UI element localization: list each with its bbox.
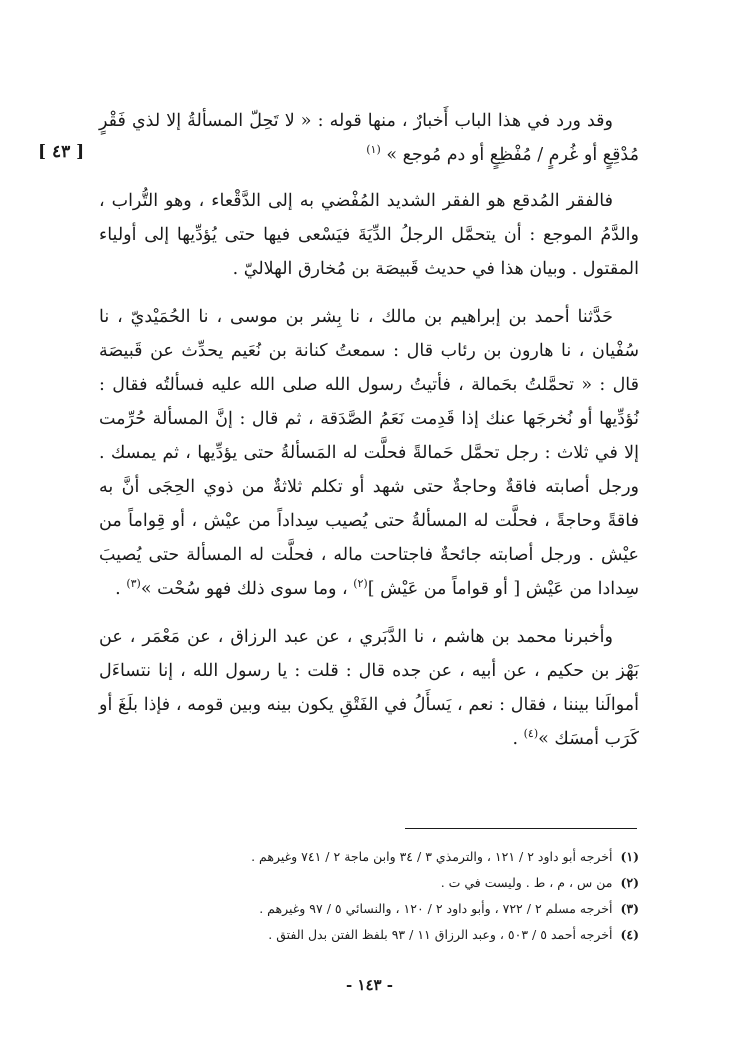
footnote-ref-4: (٤): [523, 727, 539, 741]
page-number: - ١٤٣ -: [345, 976, 394, 994]
footnote-4: [99, 922, 639, 948]
footnotes: [99, 844, 639, 948]
paragraph-3-text: حَدَّثنا أحمد بن إبراهيم بن مالك ، نا بِشر بن موسى ، نا الحُمَيْديّ ، نا سُفْيان ، نا هارون بن رئاب قال : سمعتُ كنانة بن نُعَيم يحدِّث عن قَبيصَة قال : « تحمَّلتُ بحَمالة ، فأتيتُ رسول الله صلى الله عليه فسألتُه فقال : نُؤدِّيها أو نُخرجَها عنك إذا قَدِمت نَعَمُ الصَّدَقة ، ثم قال : إنَّ المسألة حُرِّمت إلا في ثلاث : رجل تحمَّل حَمالةً فحلَّت له المَسألةُ حتى يؤدِّيها ، ثم يمسك . ورجل أصابته فاقةٌ وحاجةٌ حتى شهد أو تكلم ثلاثةٌ من ذوي الحِجَى أنَّ به فاقةً وحاجةً ، فحلَّت له المسألةُ حتى يُصيب سِداداً من عيْش ، أو قِواماً من عيْش . ورجل أصابته جائحةٌ فاجتاحت ماله ، فحلَّت له المسألة حتى يُصيبَ سِدادا من عَيْش [ أو قواماً من عَيْش ]: [99, 307, 639, 599]
footnote-ref-1: (١): [366, 143, 381, 157]
footnote-4-number: (٤): [620, 927, 639, 942]
paragraph-3-middle: ، وما سوى ذلك فهو سُحْت »: [140, 579, 348, 599]
paragraph-4-end: .: [512, 729, 519, 749]
paragraph-1: [99, 104, 639, 172]
footnote-3: [99, 896, 639, 922]
footnote-3-text: أخرجه مسلم ٢ / ٧٢٢ ، وأبو داود ٢ / ١٢٠ ، والنسائي ٥ / ٩٧ وغيرهم .: [259, 901, 613, 916]
footnote-2-text: من س ، م ، ط . وليست في ت .: [440, 875, 613, 890]
footnote-ref-3: (٣): [126, 577, 141, 591]
paragraph-3: [99, 300, 639, 606]
paragraph-4-text: وأخبرنا محمد بن هاشم ، نا الدَّبَري ، عن عبد الرزاق ، عن مَعْمَر ، عن بَهْز بن حكيم ، عن أبيه ، عن جده قال : قلت : يا رسول الله ، إنا نتساءَل أموالَنا بيننا ، فقال : نعم ، يَسأَلُ في الفَتْقِ يكون بينه وبين قومه ، فإذا بلَغَ أو كَرَب أمسَك »: [99, 627, 639, 749]
footnote-4-text: أخرجه أحمد ٥ / ٥٠٣ ، وعبد الرزاق ١١ / ٩٣ بلفظ الفتن بدل الفتق .: [268, 927, 613, 942]
paragraph-2-text: فالفقر المُدقع هو الفقر الشديد المُفْضي به إلى الدَّقْعاء ، وهو التُّراب ، والدَّمُ الموجع : أن يتحمَّل الرجلُ الدِّيَةَ فيَسْعى فيها حتى يُؤدِّيها إلى أولياء المقتول . وبيان هذا في حديث قَبيصَة بن مُخارق الهلاليّ .: [99, 191, 639, 279]
paragraph-3-end: .: [115, 579, 121, 599]
paragraph-2: [99, 184, 639, 286]
footnote-3-number: (٣): [620, 901, 639, 916]
main-text: [99, 104, 639, 770]
paragraph-1-text: وقد ورد في هذا الباب أَخبارٌ ، منها قوله : « لا تَحِلّ المسألةُ إلا لذي فَقْرٍ مُدْقِعٍ أو غُرمٍ / مُفْظِعٍ أو دم مُوجع »: [99, 111, 639, 165]
footnote-1: [99, 844, 639, 870]
footnote-2: [99, 870, 639, 896]
margin-folio-marker: [ ٤٣ ]: [38, 142, 85, 162]
footnote-1-number: (١): [620, 849, 639, 864]
paragraph-4: [99, 620, 639, 756]
footnote-divider: [405, 828, 637, 829]
footnote-ref-2: (٢): [353, 577, 368, 591]
footnote-1-text: أخرجه أبو داود ٢ / ١٢١ ، والترمذي ٣ / ٣٤ وابن ماجة ٢ / ٧٤١ وغيرهم .: [251, 849, 613, 864]
footnote-2-number: (٢): [620, 875, 639, 890]
